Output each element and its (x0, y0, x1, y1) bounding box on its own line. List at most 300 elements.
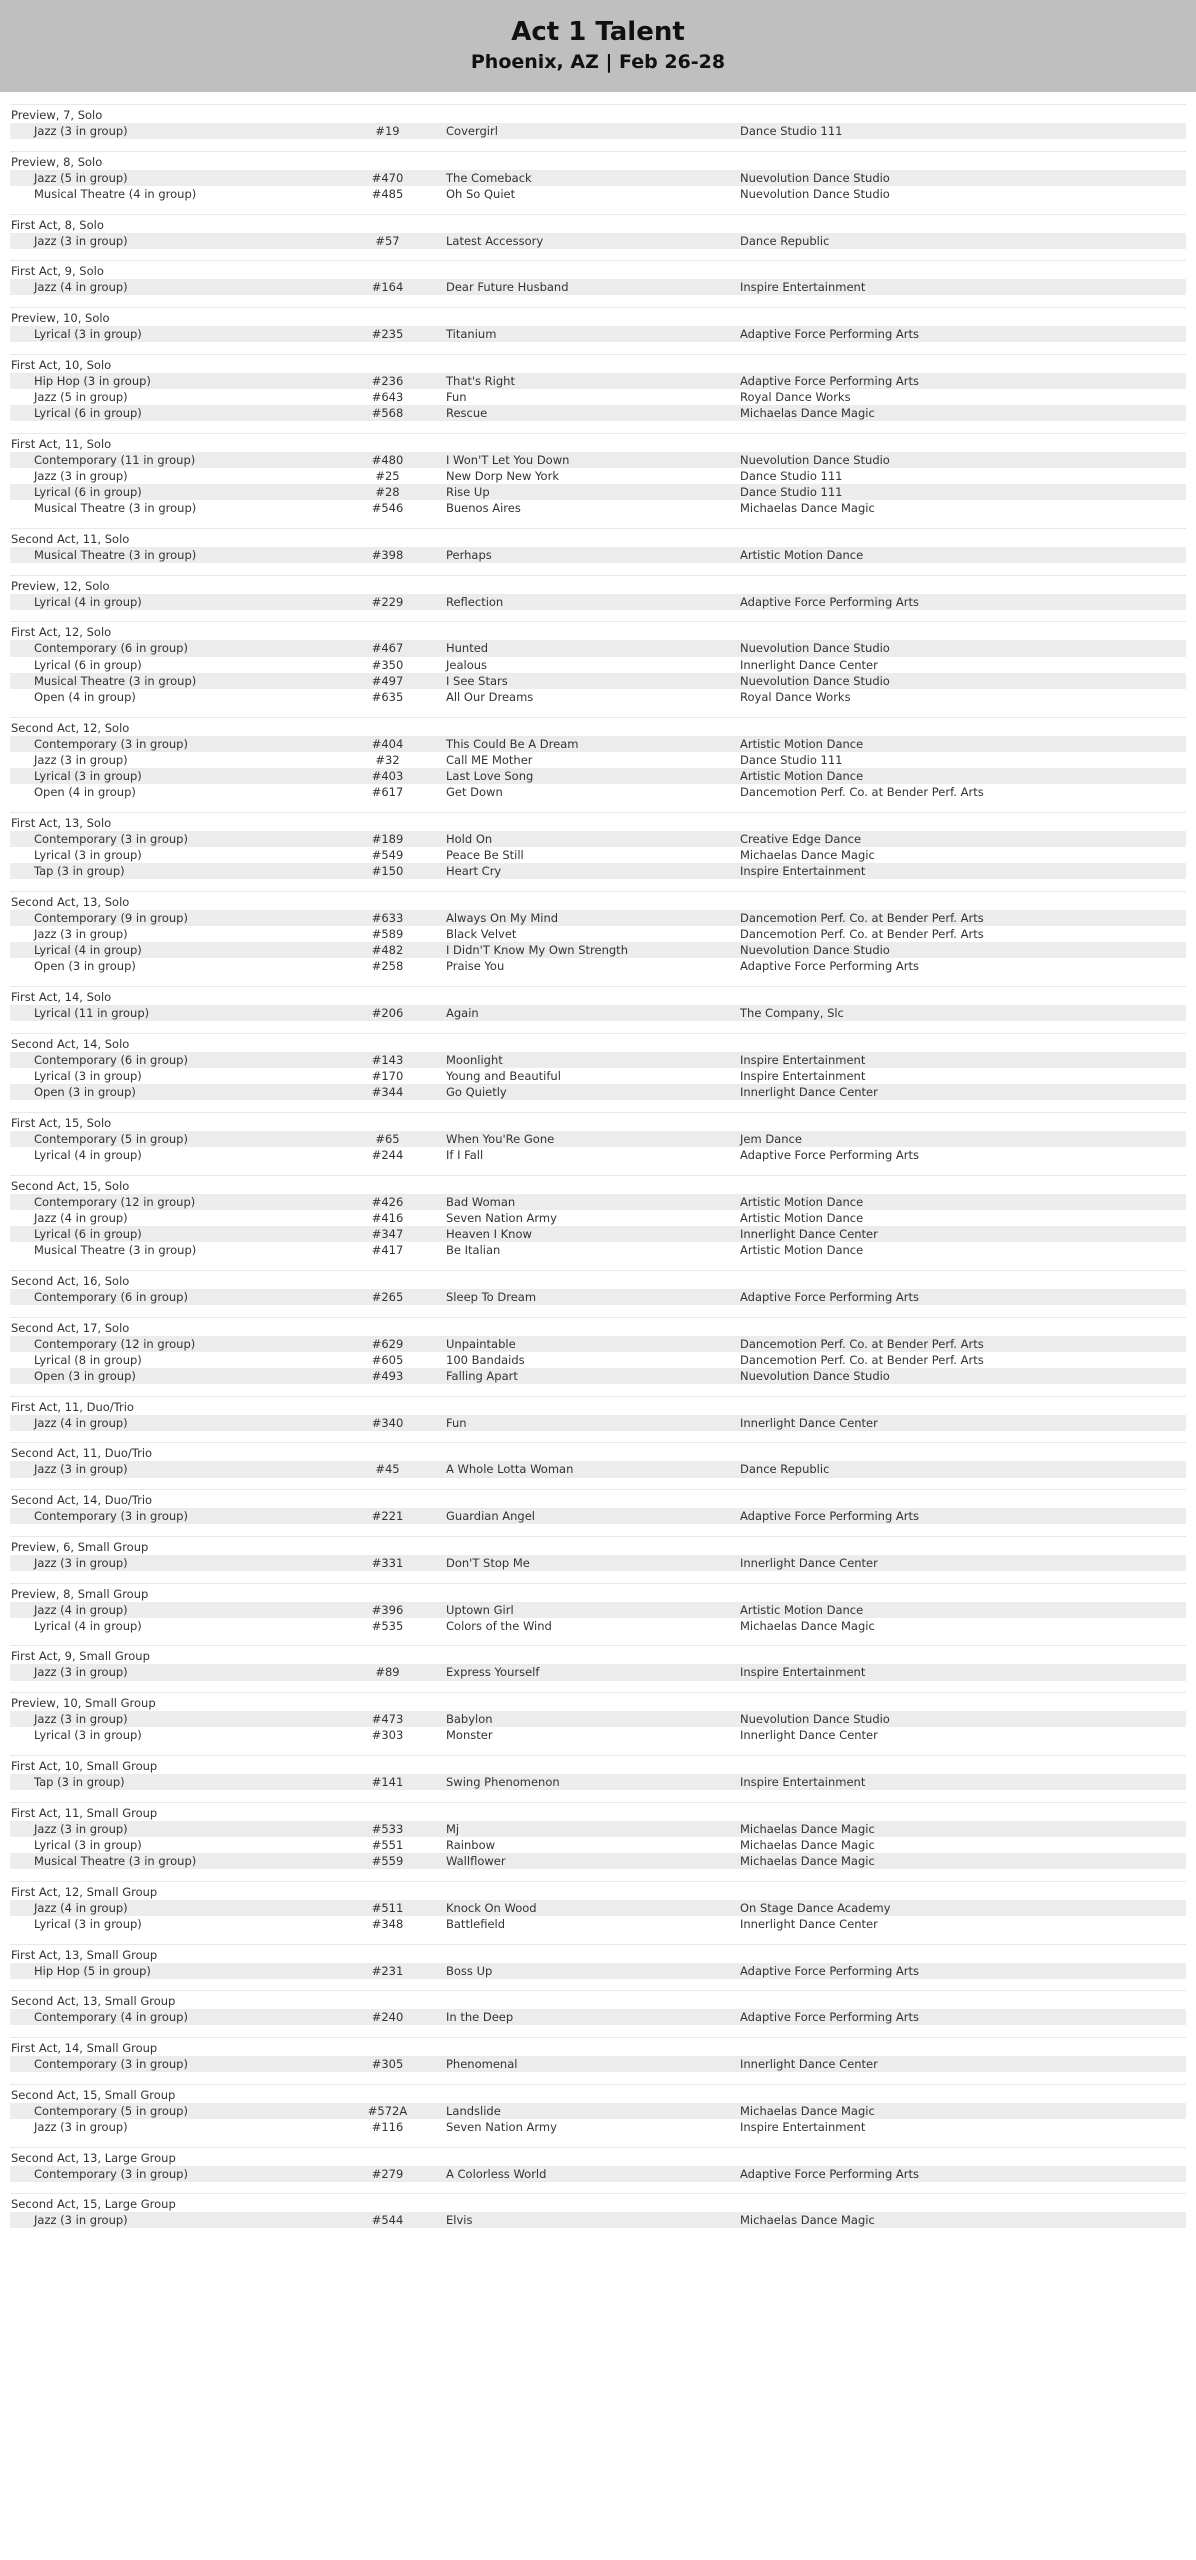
entry-category: Tap (3 in group) (34, 864, 125, 879)
entry-studio: Innerlight Dance Center (740, 1085, 878, 1100)
entry-song: When You'Re Gone (446, 1131, 555, 1146)
table-row (10, 752, 1186, 768)
entry-number: #164 (371, 280, 404, 295)
entry-song: Latest Accessory (446, 233, 544, 248)
entry-song: If I Fall (446, 1148, 484, 1163)
table-row (10, 2009, 1186, 2025)
entry-studio: Michaelas Dance Magic (740, 501, 875, 516)
entry-studio: Dance Republic (740, 233, 830, 248)
entry-studio: On Stage Dance Academy (740, 1900, 891, 1915)
entry-studio: The Company, Slc (740, 1006, 844, 1021)
entry-studio: Adaptive Force Performing Arts (740, 1290, 919, 1304)
table-row (10, 594, 1186, 610)
entry-number: #559 (371, 1854, 404, 1868)
entry-studio: Adaptive Force Performing Arts (740, 1148, 919, 1163)
table-row (10, 942, 1186, 958)
table-row (10, 1068, 1186, 1084)
page-title: Act 1 Talent (511, 17, 685, 47)
entry-song: Call ME Mother (446, 752, 533, 767)
table-row (10, 123, 1186, 139)
table-row (10, 1618, 1186, 1634)
entry-category: Open (3 in group) (34, 1085, 136, 1100)
entry-number: #485 (371, 186, 404, 201)
entry-number: #396 (371, 1602, 404, 1617)
entry-number: #417 (371, 1243, 404, 1258)
entry-number: #170 (371, 1069, 404, 1083)
section-title: Preview, 6, Small Group (11, 1539, 149, 1554)
entry-number: #635 (371, 689, 404, 704)
table-row (10, 1210, 1186, 1226)
entry-category: Lyrical (4 in group) (34, 594, 142, 609)
section-title: First Act, 15, Solo (11, 1115, 112, 1130)
results-list (0, 92, 1196, 2228)
entry-category: Tap (3 in group) (34, 1774, 125, 1789)
section-title: Second Act, 16, Solo (11, 1274, 130, 1288)
entry-number: #482 (371, 943, 404, 958)
table-row (10, 1853, 1186, 1869)
entry-studio: Artistic Motion Dance (740, 1194, 864, 1209)
entry-song: Uptown Girl (446, 1602, 514, 1617)
entry-studio: Innerlight Dance Center (740, 1728, 878, 1743)
award-section (10, 1536, 1186, 1571)
table-row (10, 784, 1186, 800)
entry-song: Peace Be Still (446, 848, 524, 862)
entry-category: Lyrical (3 in group) (34, 326, 142, 341)
entry-song: Babylon (446, 1712, 493, 1727)
section-title: Preview, 12, Solo (11, 578, 110, 593)
entry-category: Lyrical (3 in group) (34, 848, 142, 862)
table-row (10, 736, 1186, 752)
section-title: Second Act, 14, Solo (11, 1036, 130, 1051)
award-section (10, 891, 1186, 975)
table-row (10, 468, 1186, 484)
award-section (10, 1175, 1186, 1259)
section-title: Preview, 7, Solo (11, 108, 103, 122)
entry-category: Contemporary (4 in group) (34, 2010, 188, 2025)
table-row (10, 405, 1186, 421)
entry-studio: Jem Dance (740, 1131, 802, 1146)
entry-number: #572A (367, 2103, 408, 2118)
entry-studio: Michaelas Dance Magic (740, 1821, 875, 1836)
entry-studio: Artistic Motion Dance (740, 736, 864, 751)
entry-studio: Adaptive Force Performing Arts (740, 373, 919, 388)
section-title: Preview, 10, Solo (11, 310, 110, 325)
entry-number: #206 (371, 1006, 404, 1021)
entry-number: #568 (371, 406, 404, 420)
award-section (10, 1489, 1186, 1524)
entry-category: Jazz (3 in group) (34, 2213, 128, 2228)
table-row (10, 452, 1186, 468)
entry-category: Lyrical (8 in group) (34, 1352, 142, 1367)
entry-studio: Inspire Entertainment (740, 280, 866, 295)
entry-category: Open (4 in group) (34, 689, 136, 704)
award-section (10, 2084, 1186, 2135)
table-row (10, 326, 1186, 342)
entry-song: Fun (446, 389, 467, 404)
entry-song: Elvis (446, 2213, 473, 2228)
entry-number: #331 (371, 1555, 404, 1570)
entry-category: Lyrical (3 in group) (34, 1728, 142, 1743)
entry-number: #605 (371, 1352, 404, 1367)
entry-number: #347 (371, 1227, 404, 1242)
entry-number: #32 (375, 752, 400, 767)
table-row (10, 958, 1186, 974)
table-row (10, 1005, 1186, 1021)
entry-number: #549 (371, 848, 404, 862)
entry-song: New Dorp New York (446, 468, 559, 483)
table-row (10, 2103, 1186, 2119)
entry-song: 100 Bandaids (446, 1352, 525, 1367)
award-section (10, 1112, 1186, 1163)
entry-studio: Michaelas Dance Magic (740, 1837, 875, 1852)
award-section (10, 1033, 1186, 1101)
entry-category: Contemporary (6 in group) (34, 1052, 188, 1067)
section-title: Second Act, 13, Small Group (11, 1994, 176, 2009)
entry-category: Jazz (3 in group) (34, 1665, 128, 1680)
entry-studio: Michaelas Dance Magic (740, 2103, 875, 2118)
entry-studio: Inspire Entertainment (740, 1069, 866, 1083)
entry-song: Always On My Mind (446, 910, 559, 925)
entry-song: Guardian Angel (446, 1509, 535, 1524)
award-section (10, 151, 1186, 202)
entry-category: Musical Theatre (3 in group) (34, 1243, 197, 1258)
entry-category: Jazz (3 in group) (34, 468, 128, 483)
entry-studio: Dance Studio 111 (740, 468, 843, 483)
report-header (0, 0, 1196, 92)
entry-song: I Didn'T Know My Own Strength (446, 943, 628, 958)
table-row (10, 1774, 1186, 1790)
table-row (10, 689, 1186, 705)
table-row (10, 640, 1186, 656)
section-title: Second Act, 15, Large Group (11, 2197, 176, 2212)
table-row (10, 389, 1186, 405)
entry-song: Last Love Song (446, 768, 534, 783)
entry-song: Praise You (446, 959, 505, 974)
entry-number: #279 (371, 2166, 404, 2181)
table-row (10, 910, 1186, 926)
entry-number: #511 (371, 1900, 404, 1915)
entry-studio: Nuevolution Dance Studio (740, 943, 890, 958)
entry-studio: Dancemotion Perf. Co. at Bender Perf. Arts (740, 1352, 984, 1367)
table-row (10, 1336, 1186, 1352)
entry-category: Contemporary (12 in group) (34, 1194, 196, 1209)
entry-song: Hold On (446, 831, 493, 846)
award-section (10, 1802, 1186, 1870)
entry-category: Jazz (5 in group) (34, 170, 128, 185)
entry-number: #19 (375, 124, 400, 138)
entry-song: Be Italian (446, 1243, 501, 1258)
entry-studio: Royal Dance Works (740, 689, 851, 704)
entry-number: #533 (371, 1821, 404, 1836)
table-row (10, 1147, 1186, 1163)
entry-studio: Dancemotion Perf. Co. at Bender Perf. Arts (740, 1336, 984, 1351)
entry-studio: Michaelas Dance Magic (740, 406, 875, 420)
table-row (10, 2119, 1186, 2135)
section-title: First Act, 10, Small Group (11, 1758, 158, 1773)
table-row (10, 1415, 1186, 1431)
section-title: First Act, 14, Small Group (11, 2040, 158, 2055)
entry-number: #141 (371, 1774, 404, 1789)
entry-category: Lyrical (3 in group) (34, 1069, 142, 1083)
entry-number: #633 (371, 910, 404, 925)
entry-category: Contemporary (5 in group) (34, 1131, 188, 1146)
entry-studio: Michaelas Dance Magic (740, 1854, 875, 1868)
award-section (10, 1270, 1186, 1305)
entry-number: #398 (371, 547, 404, 562)
entry-song: Get Down (446, 785, 503, 800)
entry-song: Perhaps (446, 547, 492, 562)
entry-number: #617 (371, 785, 404, 800)
entry-number: #231 (371, 1963, 404, 1978)
entry-studio: Innerlight Dance Center (740, 1555, 878, 1570)
entry-studio: Artistic Motion Dance (740, 768, 864, 783)
entry-song: I Won'T Let You Down (446, 452, 570, 467)
entry-number: #589 (371, 927, 404, 942)
entry-song: Boss Up (446, 1963, 493, 1978)
table-row (10, 1194, 1186, 1210)
table-row (10, 1821, 1186, 1837)
table-row (10, 847, 1186, 863)
entry-category: Jazz (4 in group) (34, 280, 128, 295)
award-section (10, 986, 1186, 1021)
section-title: Second Act, 15, Small Group (11, 2087, 176, 2102)
entry-category: Lyrical (4 in group) (34, 943, 142, 958)
section-title: Second Act, 15, Solo (11, 1178, 130, 1193)
table-row (10, 373, 1186, 389)
award-section (10, 621, 1186, 705)
section-title: First Act, 14, Solo (11, 990, 112, 1005)
entry-song: Titanium (446, 326, 497, 341)
section-title: Second Act, 11, Solo (11, 531, 130, 546)
section-title: First Act, 13, Solo (11, 815, 112, 830)
section-title: First Act, 13, Small Group (11, 1947, 158, 1962)
table-row (10, 1602, 1186, 1618)
entry-song: Heart Cry (446, 864, 502, 879)
entry-number: #493 (371, 1369, 404, 1384)
entry-number: #65 (375, 1131, 400, 1146)
entry-song: Seven Nation Army (446, 1210, 557, 1225)
table-row (10, 233, 1186, 249)
award-section (10, 214, 1186, 249)
entry-studio: Dance Republic (740, 1462, 830, 1477)
entry-studio: Innerlight Dance Center (740, 1415, 878, 1430)
award-section (10, 2193, 1186, 2228)
award-section (10, 1645, 1186, 1680)
entry-number: #25 (375, 468, 400, 483)
entry-category: Jazz (4 in group) (34, 1210, 128, 1225)
entry-number: #403 (371, 768, 404, 783)
entry-category: Lyrical (3 in group) (34, 1916, 142, 1931)
section-title: First Act, 10, Solo (11, 357, 112, 372)
entry-number: #348 (371, 1916, 404, 1931)
entry-song: Wallflower (446, 1854, 506, 1868)
entry-studio: Innerlight Dance Center (740, 2056, 878, 2071)
section-title: First Act, 12, Solo (11, 625, 112, 640)
award-section (10, 1583, 1186, 1634)
entry-category: Lyrical (6 in group) (34, 657, 142, 672)
table-row (10, 926, 1186, 942)
entry-number: #116 (371, 2119, 404, 2134)
entry-studio: Innerlight Dance Center (740, 1227, 878, 1242)
award-section (10, 2037, 1186, 2072)
award-section (10, 575, 1186, 610)
entry-category: Musical Theatre (3 in group) (34, 501, 197, 516)
entry-studio: Adaptive Force Performing Arts (740, 1963, 919, 1978)
entry-number: #303 (371, 1728, 404, 1743)
entry-studio: Artistic Motion Dance (740, 1210, 864, 1225)
entry-category: Open (3 in group) (34, 959, 136, 974)
entry-number: #240 (371, 2010, 404, 2025)
table-row (10, 657, 1186, 673)
table-row (10, 768, 1186, 784)
entry-studio: Artistic Motion Dance (740, 1243, 864, 1258)
entry-song: Buenos Aires (446, 501, 521, 516)
entry-studio: Creative Edge Dance (740, 831, 862, 846)
table-row (10, 1052, 1186, 1068)
entry-category: Contemporary (6 in group) (34, 1290, 188, 1304)
entry-category: Contemporary (9 in group) (34, 910, 188, 925)
entry-category: Contemporary (6 in group) (34, 641, 188, 656)
table-row (10, 1289, 1186, 1305)
entry-song: The Comeback (446, 170, 532, 185)
table-row (10, 1352, 1186, 1368)
entry-song: Falling Apart (446, 1369, 518, 1384)
award-section (10, 1442, 1186, 1477)
entry-studio: Michaelas Dance Magic (740, 2213, 875, 2228)
entry-category: Lyrical (3 in group) (34, 768, 142, 783)
table-row (10, 1916, 1186, 1932)
entry-song: Colors of the Wind (446, 1618, 552, 1633)
entry-category: Musical Theatre (3 in group) (34, 1854, 197, 1868)
table-row (10, 831, 1186, 847)
table-row (10, 484, 1186, 500)
entry-song: Monster (446, 1728, 493, 1743)
entry-number: #189 (371, 831, 404, 846)
entry-number: #426 (371, 1194, 404, 1209)
entry-studio: Artistic Motion Dance (740, 1602, 864, 1617)
table-row (10, 1555, 1186, 1571)
table-row (10, 1664, 1186, 1680)
entry-studio: Dancemotion Perf. Co. at Bender Perf. Arts (740, 927, 984, 942)
entry-number: #344 (371, 1085, 404, 1100)
entry-song: Landslide (446, 2103, 501, 2118)
entry-number: #229 (371, 594, 404, 609)
table-row (10, 1226, 1186, 1242)
entry-song: Oh So Quiet (446, 186, 516, 201)
table-row (10, 1711, 1186, 1727)
table-row (10, 1084, 1186, 1100)
entry-studio: Dancemotion Perf. Co. at Bender Perf. Arts (740, 910, 984, 925)
entry-number: #470 (371, 170, 404, 185)
entry-category: Musical Theatre (3 in group) (34, 547, 197, 562)
entry-number: #28 (375, 485, 400, 500)
award-section (10, 1755, 1186, 1790)
entry-studio: Inspire Entertainment (740, 1665, 866, 1680)
table-row (10, 2166, 1186, 2182)
award-section (10, 307, 1186, 342)
award-section (10, 354, 1186, 422)
entry-category: Jazz (3 in group) (34, 2119, 128, 2134)
award-section (10, 433, 1186, 517)
section-title: First Act, 11, Small Group (11, 1805, 158, 1820)
entry-studio: Inspire Entertainment (740, 2119, 866, 2134)
section-title: Second Act, 12, Solo (11, 720, 130, 735)
entry-song: Rescue (446, 406, 488, 420)
entry-number: #340 (371, 1415, 404, 1430)
section-title: First Act, 9, Solo (11, 264, 104, 279)
entry-number: #350 (371, 657, 404, 672)
table-row (10, 170, 1186, 186)
table-row (10, 863, 1186, 879)
entry-number: #480 (371, 452, 404, 467)
entry-category: Hip Hop (3 in group) (34, 373, 151, 388)
entry-number: #265 (371, 1290, 404, 1304)
entry-song: All Our Dreams (446, 689, 534, 704)
entry-studio: Innerlight Dance Center (740, 1916, 878, 1931)
entry-studio: Nuevolution Dance Studio (740, 673, 890, 688)
entry-studio: Adaptive Force Performing Arts (740, 1509, 919, 1524)
section-title: Second Act, 11, Duo/Trio (11, 1446, 153, 1461)
entry-studio: Nuevolution Dance Studio (740, 452, 890, 467)
entry-song: Swing Phenomenon (446, 1774, 560, 1789)
page-subtitle: Phoenix, AZ | Feb 26-28 (470, 51, 726, 73)
entry-number: #467 (371, 641, 404, 656)
section-title: Second Act, 17, Solo (11, 1320, 130, 1335)
entry-studio: Michaelas Dance Magic (740, 1618, 875, 1633)
entry-studio: Inspire Entertainment (740, 1052, 866, 1067)
entry-song: In the Deep (446, 2010, 514, 2025)
entry-song: Jealous (446, 657, 488, 672)
award-section (10, 812, 1186, 880)
entry-studio: Nuevolution Dance Studio (740, 1369, 890, 1384)
entry-song: Hunted (446, 641, 489, 656)
entry-category: Jazz (3 in group) (34, 927, 128, 942)
table-row (10, 547, 1186, 563)
entry-studio: Nuevolution Dance Studio (740, 186, 890, 201)
entry-category: Contemporary (3 in group) (34, 831, 188, 846)
section-title: First Act, 11, Duo/Trio (11, 1399, 134, 1414)
entry-song: Fun (446, 1415, 467, 1430)
entry-song: Unpaintable (446, 1336, 516, 1351)
award-section (10, 260, 1186, 295)
entry-studio: Adaptive Force Performing Arts (740, 594, 919, 609)
table-row (10, 1727, 1186, 1743)
award-section (10, 2147, 1186, 2182)
entry-number: #535 (371, 1618, 404, 1633)
entry-studio: Dance Studio 111 (740, 124, 843, 138)
entry-studio: Nuevolution Dance Studio (740, 170, 890, 185)
entry-category: Jazz (4 in group) (34, 1602, 128, 1617)
entry-number: #629 (371, 1336, 404, 1351)
table-row (10, 1461, 1186, 1477)
entry-number: #305 (371, 2056, 404, 2071)
entry-category: Contemporary (3 in group) (34, 1509, 188, 1524)
entry-song: I See Stars (446, 673, 508, 688)
entry-studio: Nuevolution Dance Studio (740, 1712, 890, 1727)
table-row (10, 500, 1186, 516)
award-section (10, 1396, 1186, 1431)
entry-category: Contemporary (3 in group) (34, 2166, 188, 2181)
entry-studio: Adaptive Force Performing Arts (740, 2010, 919, 2025)
entry-category: Lyrical (6 in group) (34, 1227, 142, 1242)
entry-studio: Adaptive Force Performing Arts (740, 959, 919, 974)
entry-category: Jazz (3 in group) (34, 233, 128, 248)
entry-category: Lyrical (6 in group) (34, 485, 142, 500)
entry-studio: Adaptive Force Performing Arts (740, 2166, 919, 2181)
entry-song: A Colorless World (446, 2166, 547, 2181)
entry-song: Don'T Stop Me (446, 1555, 530, 1570)
entry-category: Jazz (3 in group) (34, 1821, 128, 1836)
